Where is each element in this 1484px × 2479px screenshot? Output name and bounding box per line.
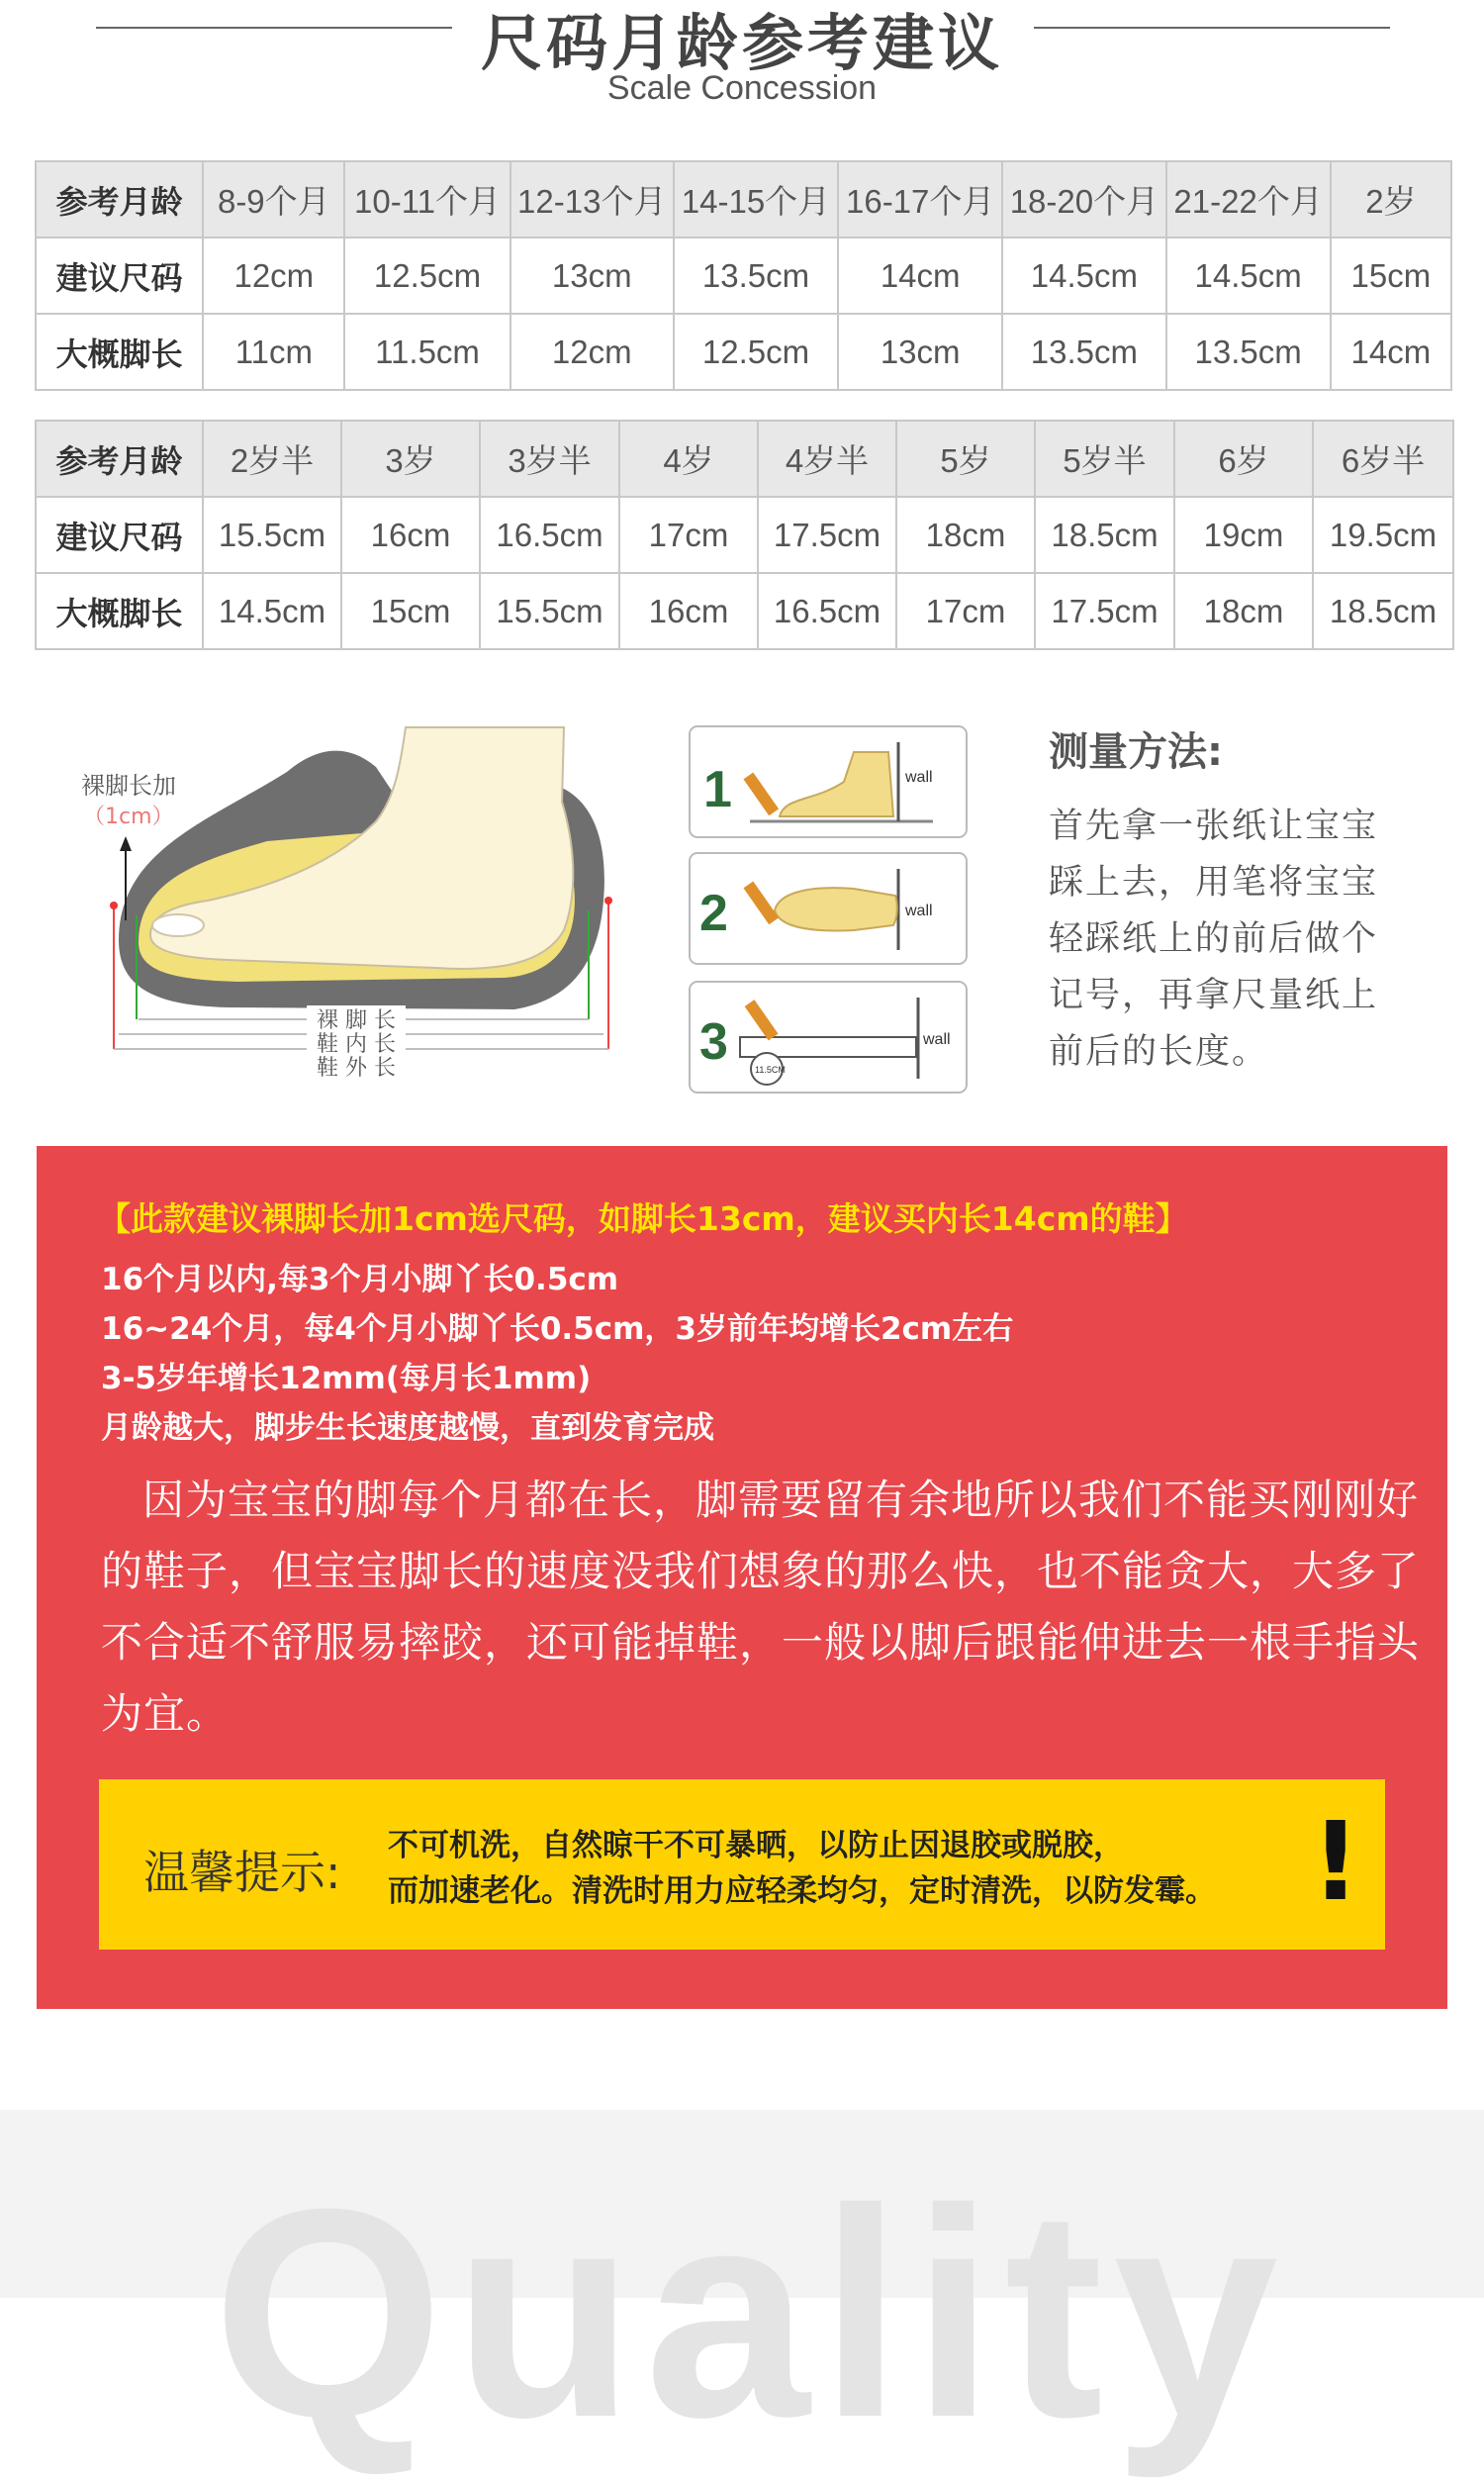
step-2-number: 2	[699, 885, 728, 942]
growth-tip: 3-5岁年增长12mm(每月长1mm)	[101, 1361, 592, 1396]
table-cell: 17.5cm	[758, 497, 896, 573]
exclamation-icon: !	[1311, 1798, 1361, 1925]
table-row	[36, 421, 1453, 497]
table-cell: 15cm	[1331, 238, 1451, 314]
measure-dot-left	[110, 902, 118, 909]
table-cell: 18.5cm	[1313, 573, 1453, 649]
table-cell: 14.5cm	[1166, 238, 1331, 314]
table-cell: 13.5cm	[674, 238, 838, 314]
page-subtitle: Scale Concession	[606, 69, 878, 107]
table-cell: 2岁	[1331, 161, 1451, 238]
ruler-reading: 11.5CM	[755, 1065, 786, 1075]
growth-tips	[101, 1255, 1013, 1453]
method-title: 测量方法:	[1049, 729, 1223, 775]
table-cell: 16.5cm	[480, 497, 619, 573]
table-cell: 6岁半	[1313, 421, 1453, 497]
table-cell: 10-11个月	[344, 161, 510, 238]
method-line: 记号，再拿尺量纸上	[1049, 976, 1379, 1015]
arrow-head-icon	[120, 836, 132, 851]
method-line: 首先拿一张纸让宝宝	[1049, 807, 1379, 846]
warm-tip-box	[99, 1779, 1385, 1950]
page-header	[0, 0, 1484, 148]
table-cell: 12.5cm	[344, 238, 510, 314]
table-cell: 17cm	[619, 497, 758, 573]
table-cell: 14cm	[1331, 314, 1451, 390]
row-header: 建议尺码	[36, 238, 203, 314]
warm-tip-line: 而加速老化。清洗时用力应轻柔均匀，定时清洗，以防发霉。	[388, 1873, 1216, 1909]
foot-in-shoe-diagram	[79, 713, 633, 1108]
table-cell: 21-22个月	[1166, 161, 1331, 238]
wall-label: wall	[923, 1031, 951, 1048]
table-cell: 5岁	[896, 421, 1035, 497]
table-cell: 18-20个月	[1002, 161, 1165, 238]
foot-top-icon	[775, 888, 897, 930]
row-header: 参考月龄	[36, 421, 203, 497]
table-cell: 18cm	[896, 497, 1035, 573]
table-cell: 3岁半	[480, 421, 619, 497]
size-table-1	[35, 160, 1452, 391]
growth-tip: 16~24个月，每4个月小脚丫长0.5cm，3岁前年均增长2cm左右	[101, 1311, 1014, 1347]
table-cell: 16-17个月	[838, 161, 1002, 238]
table-cell: 14.5cm	[1002, 238, 1165, 314]
method-line: 轻踩纸上的前后做个	[1049, 919, 1379, 959]
row-header: 建议尺码	[36, 497, 203, 573]
table-row	[36, 497, 1453, 573]
table-row	[36, 238, 1451, 314]
table-cell: 11.5cm	[344, 314, 510, 390]
label-inner-length: 鞋 内 长	[317, 1032, 396, 1057]
warm-tip-line: 不可机洗，自然晾干不可暴晒，以防止因退胶或脱胶，	[388, 1828, 1124, 1863]
table-cell: 15cm	[341, 573, 480, 649]
toe-shape	[152, 914, 204, 936]
table-cell: 16cm	[341, 497, 480, 573]
measure-dot-right	[604, 897, 612, 905]
note-line2: （1cm）	[83, 805, 174, 829]
label-barefoot-length: 裸 脚 长	[317, 1008, 396, 1033]
wall-label: wall	[905, 903, 933, 919]
row-header: 参考月龄	[36, 161, 203, 238]
table-row	[36, 314, 1451, 390]
table-cell: 4岁	[619, 421, 758, 497]
table-cell: 12-13个月	[510, 161, 674, 238]
table-row	[36, 161, 1451, 238]
table-cell: 19.5cm	[1313, 497, 1453, 573]
table-cell: 2岁半	[203, 421, 341, 497]
table-cell: 14.5cm	[203, 573, 341, 649]
wall-label: wall	[905, 769, 933, 786]
table-cell: 18.5cm	[1035, 497, 1174, 573]
size-table-2	[35, 420, 1454, 650]
table-cell: 14-15个月	[674, 161, 838, 238]
table-cell: 16.5cm	[758, 573, 896, 649]
step-3-number: 3	[699, 1013, 728, 1071]
page-title: 尺码月龄参考建议	[480, 7, 1003, 79]
table-cell: 14cm	[838, 238, 1002, 314]
explanation-paragraph: 因为宝宝的脚每个月都在长，脚需要留有余地所以我们不能买刚刚好的鞋子，但宝宝脚长的速度没我们想象的那么快，也不能贪大，大多了不合适不舒服易摔跤，还可能掉鞋，一般以脚后跟能伸进去一根手指头为宜。	[101, 1476, 1421, 1738]
table-cell: 11cm	[203, 314, 344, 390]
quality-watermark: Quality	[213, 2146, 1288, 2479]
measuring-steps-diagram	[686, 722, 973, 1098]
table-cell: 5岁半	[1035, 421, 1174, 497]
warm-tip-label: 温馨提示:	[143, 1846, 341, 1899]
method-body	[1049, 799, 1405, 1081]
header-divider-right	[1034, 27, 1390, 29]
table-cell: 15.5cm	[480, 573, 619, 649]
table-cell: 12cm	[203, 238, 344, 314]
table-cell: 12cm	[510, 314, 674, 390]
table-cell: 13.5cm	[1166, 314, 1331, 390]
step-1-number: 1	[703, 761, 732, 818]
growth-tip: 月龄越大，脚步生长速度越慢，直到发育完成	[101, 1410, 714, 1446]
notice-panel	[37, 1146, 1447, 2009]
row-header: 大概脚长	[36, 314, 203, 390]
table-cell: 13cm	[510, 238, 674, 314]
note-line1: 裸脚长加	[81, 772, 176, 800]
table-cell: 19cm	[1174, 497, 1313, 573]
table-cell: 13cm	[838, 314, 1002, 390]
table-cell: 16cm	[619, 573, 758, 649]
size-recommendation-highlight: 【此款建议裸脚长加1cm选尺码，如脚长13cm，建议买内长14cm的鞋】	[98, 1199, 1188, 1238]
table-cell: 4岁半	[758, 421, 896, 497]
label-outer-length: 鞋 外 长	[317, 1056, 396, 1081]
table-cell: 12.5cm	[674, 314, 838, 390]
table-cell: 3岁	[341, 421, 480, 497]
table-cell: 13.5cm	[1002, 314, 1165, 390]
quality-footer	[0, 2110, 1484, 2479]
table-cell: 17cm	[896, 573, 1035, 649]
row-header: 大概脚长	[36, 573, 203, 649]
table-row	[36, 573, 1453, 649]
growth-tip: 16个月以内,每3个月小脚丫长0.5cm	[101, 1262, 619, 1297]
table-cell: 15.5cm	[203, 497, 341, 573]
table-cell: 8-9个月	[203, 161, 344, 238]
method-line: 前后的长度。	[1049, 1032, 1269, 1072]
table-cell: 17.5cm	[1035, 573, 1174, 649]
warm-tip-text	[388, 1823, 1216, 1914]
measuring-method	[1049, 720, 1405, 1081]
method-line: 踩上去，用笔将宝宝	[1049, 863, 1379, 903]
table-cell: 18cm	[1174, 573, 1313, 649]
table-cell: 6岁	[1174, 421, 1313, 497]
